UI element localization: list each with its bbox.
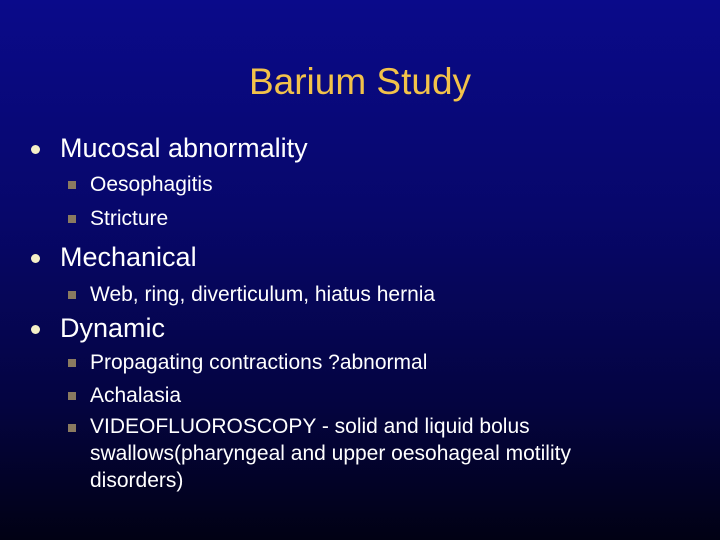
square-bullet-icon <box>68 424 76 432</box>
bullet-heading-dynamic: Dynamic <box>60 313 166 343</box>
sub-bullet-stricture: Stricture <box>90 207 169 230</box>
round-bullet-icon <box>31 325 40 334</box>
square-bullet-icon <box>68 181 76 189</box>
sub-bullet-videofluoroscopy: VIDEOFLUOROSCOPY - solid and liquid bolus swallows(pharyngeal and upper oesohageal motility disorders) <box>90 415 571 492</box>
square-bullet-icon <box>68 291 76 299</box>
slide-title: Barium Study <box>248 61 472 102</box>
square-bullet-icon <box>68 392 76 400</box>
sub-bullet-achalasia: Achalasia <box>90 384 182 407</box>
square-bullet-icon <box>68 215 76 223</box>
bullet-heading-mucosal: Mucosal abnormality <box>60 133 308 163</box>
bullet-heading-mechanical: Mechanical <box>60 242 197 272</box>
sub-bullet-oesophagitis: Oesophagitis <box>90 173 213 196</box>
sub-bullet-web-ring: Web, ring, diverticulum, hiatus hernia <box>90 283 436 306</box>
sub-bullet-propagating: Propagating contractions ?abnormal <box>90 351 428 374</box>
round-bullet-icon <box>31 254 40 263</box>
square-bullet-icon <box>68 359 76 367</box>
round-bullet-icon <box>31 145 40 154</box>
